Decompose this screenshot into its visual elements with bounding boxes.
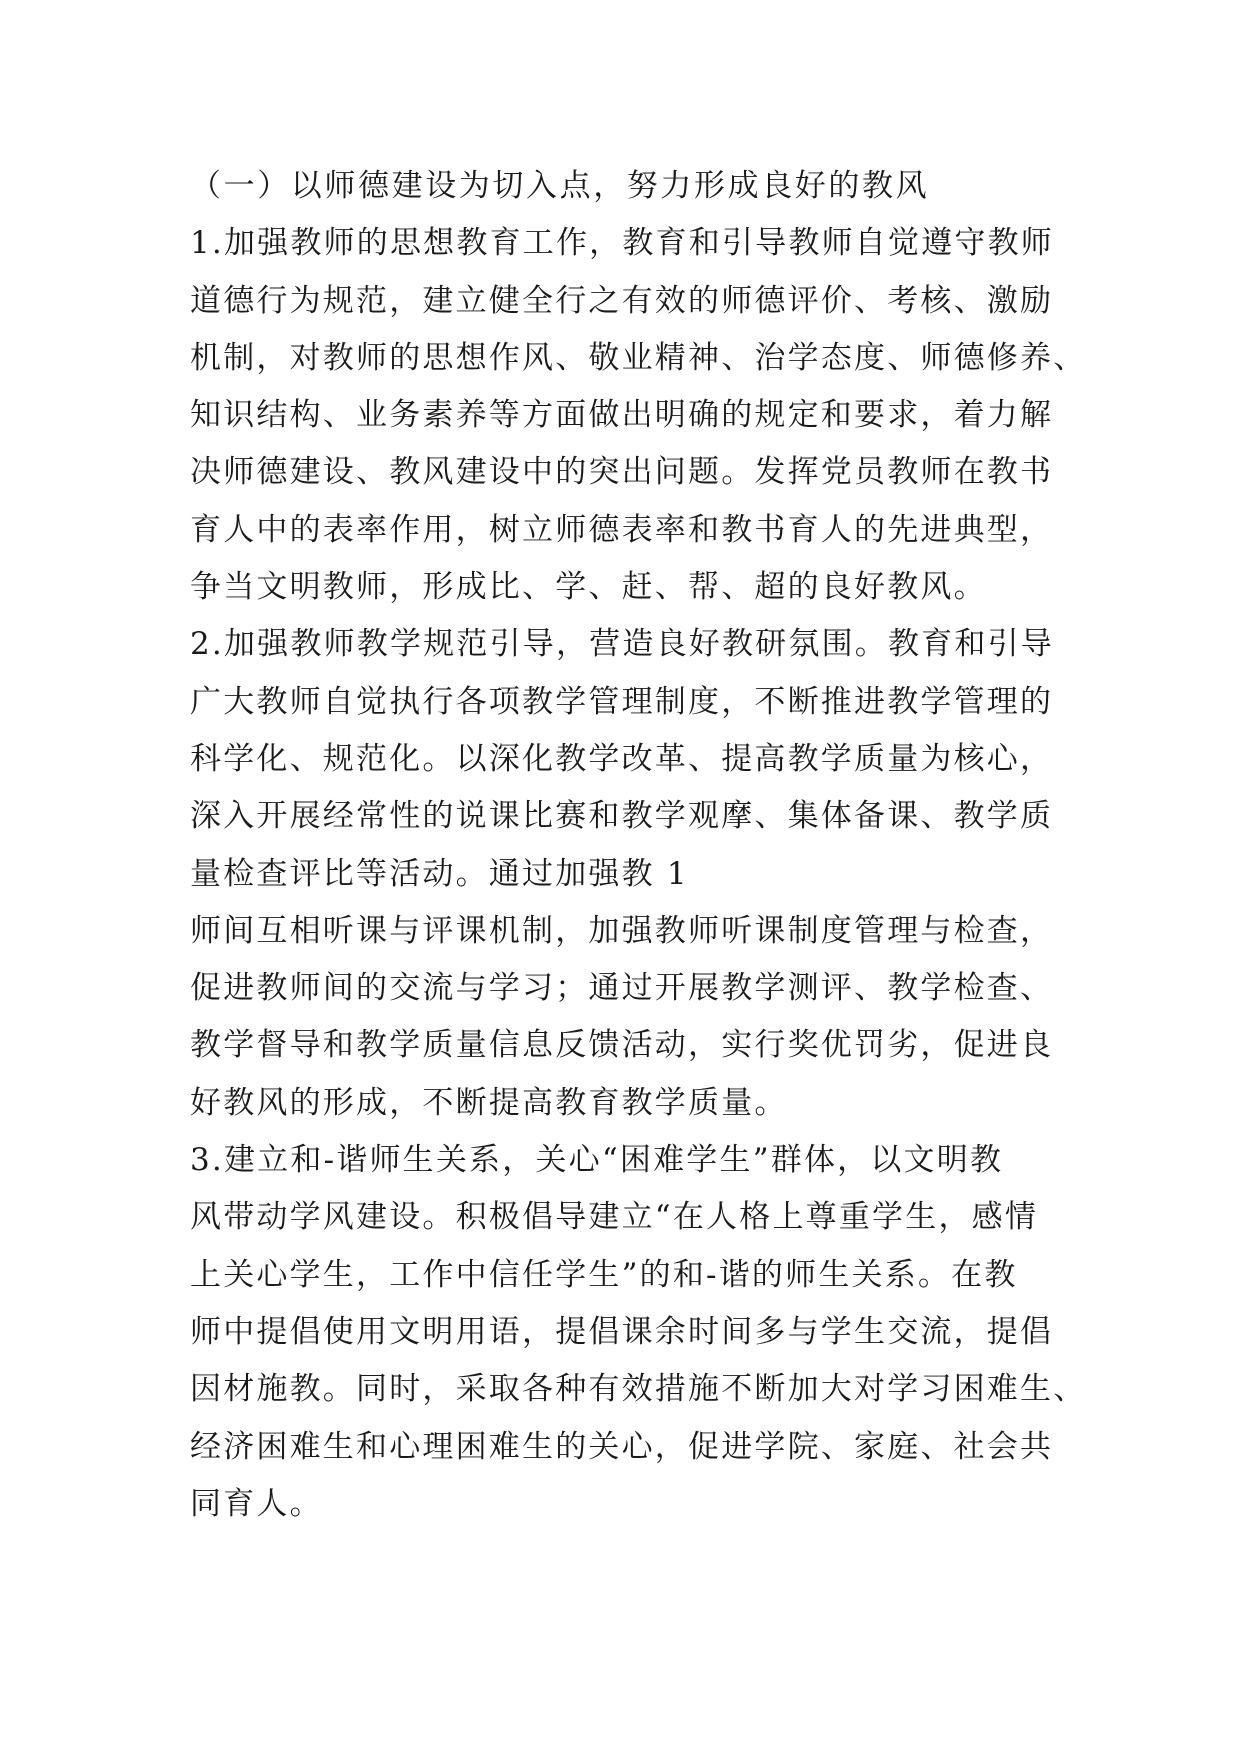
paragraph-line: 量检查评比等活动。通过加强教 1: [190, 855, 689, 892]
paragraph-line: 3.建立和-谐师生关系，关心“困难学生”群体，以文明教: [190, 1142, 1004, 1179]
paragraph-line: 经济困难生和心理困难生的关心，促进学院、家庭、社会共: [190, 1428, 1054, 1465]
section-heading: （一）以师德建设为切入点，努力形成良好的教风: [190, 168, 930, 204]
paragraph-line: 争当文明教师，形成比、学、赶、帮、超的良好教风。: [190, 569, 987, 606]
paragraph-line: 师间互相听课与评课机制，加强教师听课制度管理与检查，: [190, 912, 1054, 949]
paragraph-line: 道德行为规范，建立健全行之有效的师德评价、考核、激励: [190, 282, 1054, 319]
paragraph-line: 1.加强教师的思想教育工作，教育和引导教师自觉遵守教师: [190, 225, 1054, 262]
paragraph-line: 好教风的形成，不断提高教育教学质量。: [190, 1084, 788, 1121]
paragraph-line: 风带动学风建设。积极倡导建立“在人格上尊重学生，感情: [190, 1199, 1039, 1236]
paragraph-line: 因材施教。同时，采取各种有效措施不断加大对学习困难生、: [190, 1371, 1087, 1408]
paragraph-line: 2.加强教师教学规范引导，营造良好教研氛围。教育和引导: [190, 626, 1054, 663]
paragraph-line: 教学督导和教学质量信息反馈活动，实行奖优罚劣，促进良: [190, 1027, 1054, 1064]
paragraph-line: 决师德建设、教风建设中的突出问题。发挥党员教师在教书: [190, 454, 1054, 491]
paragraph-line: 育人中的表率作用，树立师德表率和教书育人的先进典型，: [190, 511, 1054, 548]
paragraph-line: 科学化、规范化。以深化教学改革、提高教学质量为核心，: [190, 740, 1054, 777]
paragraph-line: 广大教师自觉执行各项教学管理制度，不断推进教学管理的: [190, 683, 1054, 720]
document-body: [190, 158, 1087, 1533]
paragraph-line: 师中提倡使用文明用语，提倡课余时间多与学生交流，提倡: [190, 1313, 1054, 1350]
paragraph-line: 深入开展经常性的说课比赛和教学观摩、集体备课、教学质: [190, 798, 1054, 835]
paragraph-line: 知识结构、业务素养等方面做出明确的规定和要求，着力解: [190, 397, 1054, 434]
paragraph-line: 促进教师间的交流与学习；通过开展教学测评、教学检查、: [190, 970, 1054, 1007]
paragraph-line: 上关心学生，工作中信任学生”的和-谐的师生关系。在教: [190, 1256, 1018, 1293]
paragraph-line: 机制，对教师的思想作风、敬业精神、治学态度、师德修养、: [190, 339, 1087, 376]
paragraph-line: 同育人。: [190, 1485, 323, 1522]
